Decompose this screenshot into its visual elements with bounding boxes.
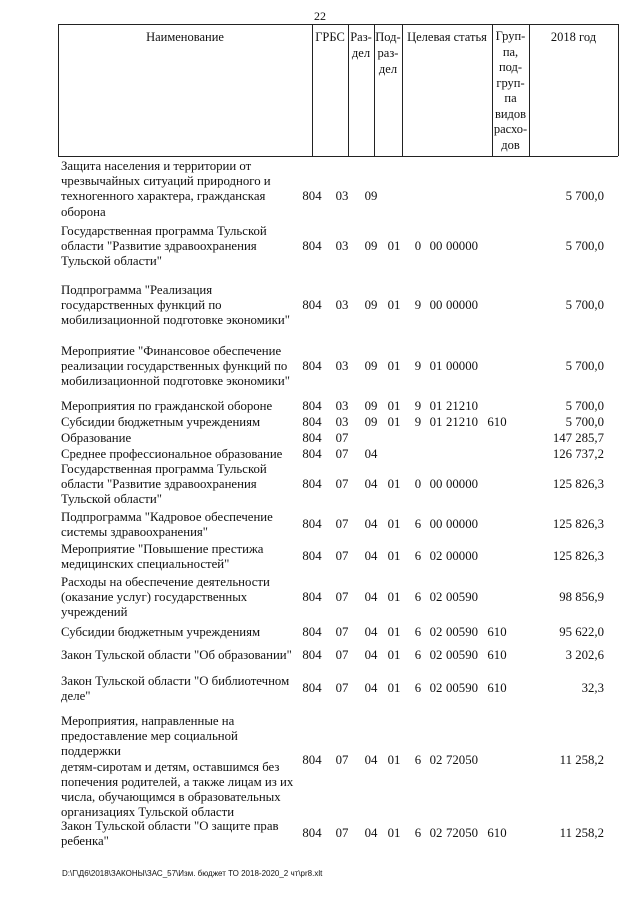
row-name: Субсидии бюджетным учреждениям <box>61 625 261 639</box>
row-podrazdel: 04 <box>364 681 378 695</box>
row-grbs: 804 <box>302 648 322 662</box>
row-target-program: 01 <box>387 359 401 373</box>
row-razdel: 03 <box>335 189 349 203</box>
row-amount: 32,3 <box>581 681 604 695</box>
header-grbs: ГРБС <box>315 30 345 44</box>
row-target-program: 01 <box>387 415 401 429</box>
row-razdel: 03 <box>335 298 349 312</box>
col-divider <box>618 24 619 156</box>
row-name: Среднее профессиональное образование <box>61 447 283 461</box>
row-amount: 3 202,6 <box>565 648 604 662</box>
row-grbs: 804 <box>302 625 322 639</box>
row-target-event: 02 <box>429 826 443 840</box>
row-razdel: 07 <box>335 431 349 445</box>
row-podrazdel: 04 <box>364 517 378 531</box>
row-target-direction: 00590 <box>446 625 478 639</box>
row-podrazdel: 04 <box>364 447 378 461</box>
row-amount: 11 258,2 <box>559 753 604 767</box>
row-target-program: 01 <box>387 477 401 491</box>
row-podrazdel: 09 <box>364 298 378 312</box>
row-target-event: 02 <box>429 753 443 767</box>
row-target-subprogram: 6 <box>414 625 422 639</box>
header-bottom-border <box>58 156 618 157</box>
row-amount: 125 826,3 <box>552 517 604 531</box>
row-razdel: 07 <box>335 590 349 604</box>
row-target-direction: 00000 <box>446 359 478 373</box>
row-name: Государственная программа Тульской области "Развитие здравоохранения Тульской области" <box>61 224 267 269</box>
row-target-event: 02 <box>429 648 443 662</box>
row-grbs: 804 <box>302 447 322 461</box>
header-target: Целевая статья <box>407 30 487 44</box>
row-grbs: 804 <box>302 477 322 491</box>
row-expense-type: 610 <box>487 826 507 840</box>
row-target-subprogram: 6 <box>414 826 422 840</box>
header-podrazdel: Под- раз- дел <box>375 30 401 76</box>
row-target-program: 01 <box>387 517 401 531</box>
file-path-footer: D:\Г\Д6\2018\ЗАКОНЫ\ЗАС_57\Изм. бюджет ТО 2018-2020_2 чт\pr8.xlt <box>62 869 323 878</box>
row-target-direction: 21210 <box>446 415 478 429</box>
row-target-subprogram: 6 <box>414 681 422 695</box>
row-podrazdel: 09 <box>364 415 378 429</box>
row-name: Закон Тульской области "О защите прав ребенка" <box>61 819 279 849</box>
header-name: Наименование <box>146 30 224 44</box>
row-grbs: 804 <box>302 399 322 413</box>
page-number: 22 <box>314 9 326 23</box>
row-target-program: 01 <box>387 239 401 253</box>
row-name: Закон Тульской области "О библиотечном деле" <box>61 674 290 704</box>
row-amount: 5 700,0 <box>565 298 604 312</box>
row-target-event: 00 <box>429 517 443 531</box>
row-amount: 147 285,7 <box>552 431 604 445</box>
row-razdel: 07 <box>335 447 349 461</box>
row-target-event: 02 <box>429 625 443 639</box>
row-razdel: 03 <box>335 239 349 253</box>
row-name: Мероприятие "Повышение престижа медицинских специальностей" <box>61 542 264 572</box>
row-podrazdel: 04 <box>364 549 378 563</box>
row-name: Закон Тульской области "Об образовании" <box>61 648 292 662</box>
row-target-program: 01 <box>387 648 401 662</box>
row-grbs: 804 <box>302 681 322 695</box>
row-target-subprogram: 6 <box>414 549 422 563</box>
row-target-subprogram: 6 <box>414 517 422 531</box>
row-target-event: 01 <box>429 415 443 429</box>
row-razdel: 07 <box>335 549 349 563</box>
row-podrazdel: 04 <box>364 625 378 639</box>
row-target-program: 01 <box>387 681 401 695</box>
row-expense-type: 610 <box>487 681 507 695</box>
row-expense-type: 610 <box>487 415 507 429</box>
row-target-program: 01 <box>387 590 401 604</box>
row-target-subprogram: 6 <box>414 590 422 604</box>
row-grbs: 804 <box>302 189 322 203</box>
row-target-direction: 00590 <box>446 681 478 695</box>
row-target-subprogram: 0 <box>414 477 422 491</box>
row-name: Мероприятия по гражданской обороне <box>61 399 273 413</box>
row-target-program: 01 <box>387 399 401 413</box>
row-podrazdel: 04 <box>364 648 378 662</box>
row-razdel: 07 <box>335 826 349 840</box>
row-target-event: 02 <box>429 549 443 563</box>
row-expense-type: 610 <box>487 625 507 639</box>
row-target-program: 01 <box>387 826 401 840</box>
row-target-program: 01 <box>387 625 401 639</box>
row-target-event: 00 <box>429 239 443 253</box>
row-target-direction: 72050 <box>446 753 478 767</box>
row-target-event: 02 <box>429 681 443 695</box>
row-name: Подпрограмма "Реализация государственных функций по мобилизационной подготовке экономики" <box>61 283 290 328</box>
row-name: Государственная программа Тульской области "Развитие здравоохранения Тульской области" <box>61 462 267 507</box>
header-vid: Груп- па, под- груп- па видов расхо- дов <box>493 29 528 152</box>
row-razdel: 07 <box>335 648 349 662</box>
row-target-direction: 00000 <box>446 239 478 253</box>
row-razdel: 07 <box>335 477 349 491</box>
row-name: Мероприятие "Финансовое обеспечение реализации государственных функций по мобилизационной подготовке экономики" <box>61 344 290 389</box>
row-name: Защита населения и территории от чрезвычайных ситуаций природного и техногенного характера, гражданская оборона <box>61 159 271 219</box>
row-target-subprogram: 6 <box>414 648 422 662</box>
row-target-program: 01 <box>387 298 401 312</box>
row-razdel: 03 <box>335 359 349 373</box>
row-target-subprogram: 9 <box>414 399 422 413</box>
row-amount: 5 700,0 <box>565 399 604 413</box>
row-target-subprogram: 6 <box>414 753 422 767</box>
row-target-event: 01 <box>429 359 443 373</box>
header-razdel: Раз- дел <box>350 30 372 60</box>
row-grbs: 804 <box>302 359 322 373</box>
row-target-program: 01 <box>387 753 401 767</box>
row-podrazdel: 04 <box>364 590 378 604</box>
row-razdel: 07 <box>335 681 349 695</box>
row-grbs: 804 <box>302 590 322 604</box>
row-target-direction: 21210 <box>446 399 478 413</box>
row-podrazdel: 09 <box>364 359 378 373</box>
row-grbs: 804 <box>302 415 322 429</box>
row-amount: 125 826,3 <box>552 549 604 563</box>
row-target-direction: 00590 <box>446 590 478 604</box>
row-target-event: 00 <box>429 477 443 491</box>
row-name: Подпрограмма "Кадровое обеспечение системы здравоохранения" <box>61 510 273 540</box>
header-top-border <box>58 24 618 25</box>
row-target-direction: 00590 <box>446 648 478 662</box>
row-podrazdel: 04 <box>364 826 378 840</box>
row-razdel: 07 <box>335 625 349 639</box>
row-target-event: 00 <box>429 298 443 312</box>
row-target-direction: 72050 <box>446 826 478 840</box>
row-target-subprogram: 9 <box>414 359 422 373</box>
row-podrazdel: 04 <box>364 477 378 491</box>
row-target-event: 01 <box>429 399 443 413</box>
row-grbs: 804 <box>302 826 322 840</box>
row-podrazdel: 09 <box>364 399 378 413</box>
row-amount: 5 700,0 <box>565 415 604 429</box>
row-name: Мероприятия, направленные на предоставление мер социальной поддержки детям-сиротам и детям, оставшимся без попечения родителей, а также лицам из их числа, обучающимся в образовательных организациях Тульской области <box>61 714 294 820</box>
row-grbs: 804 <box>302 517 322 531</box>
row-amount: 5 700,0 <box>565 239 604 253</box>
row-target-direction: 00000 <box>446 517 478 531</box>
row-razdel: 03 <box>335 415 349 429</box>
row-amount: 126 737,2 <box>552 447 604 461</box>
row-target-direction: 00000 <box>446 549 478 563</box>
row-target-direction: 00000 <box>446 477 478 491</box>
table-header <box>58 24 618 156</box>
header-year: 2018 год <box>550 30 597 44</box>
row-razdel: 07 <box>335 517 349 531</box>
row-target-subprogram: 9 <box>414 298 422 312</box>
row-name: Образование <box>61 431 132 445</box>
row-podrazdel: 04 <box>364 753 378 767</box>
row-target-subprogram: 9 <box>414 415 422 429</box>
row-grbs: 804 <box>302 239 322 253</box>
row-amount: 95 622,0 <box>559 625 604 639</box>
row-grbs: 804 <box>302 753 322 767</box>
row-amount: 5 700,0 <box>565 359 604 373</box>
row-amount: 11 258,2 <box>559 826 604 840</box>
row-grbs: 804 <box>302 549 322 563</box>
row-target-subprogram: 0 <box>414 239 422 253</box>
row-grbs: 804 <box>302 298 322 312</box>
row-amount: 98 856,9 <box>559 590 604 604</box>
row-razdel: 03 <box>335 399 349 413</box>
row-grbs: 804 <box>302 431 322 445</box>
row-podrazdel: 09 <box>364 189 378 203</box>
row-target-program: 01 <box>387 549 401 563</box>
row-target-direction: 00000 <box>446 298 478 312</box>
row-name: Субсидии бюджетным учреждениям <box>61 415 261 429</box>
row-name: Расходы на обеспечение деятельности (оказание услуг) государственных учреждений <box>61 575 270 620</box>
row-target-event: 02 <box>429 590 443 604</box>
row-podrazdel: 09 <box>364 239 378 253</box>
row-amount: 5 700,0 <box>565 189 604 203</box>
row-razdel: 07 <box>335 753 349 767</box>
row-amount: 125 826,3 <box>552 477 604 491</box>
row-expense-type: 610 <box>487 648 507 662</box>
